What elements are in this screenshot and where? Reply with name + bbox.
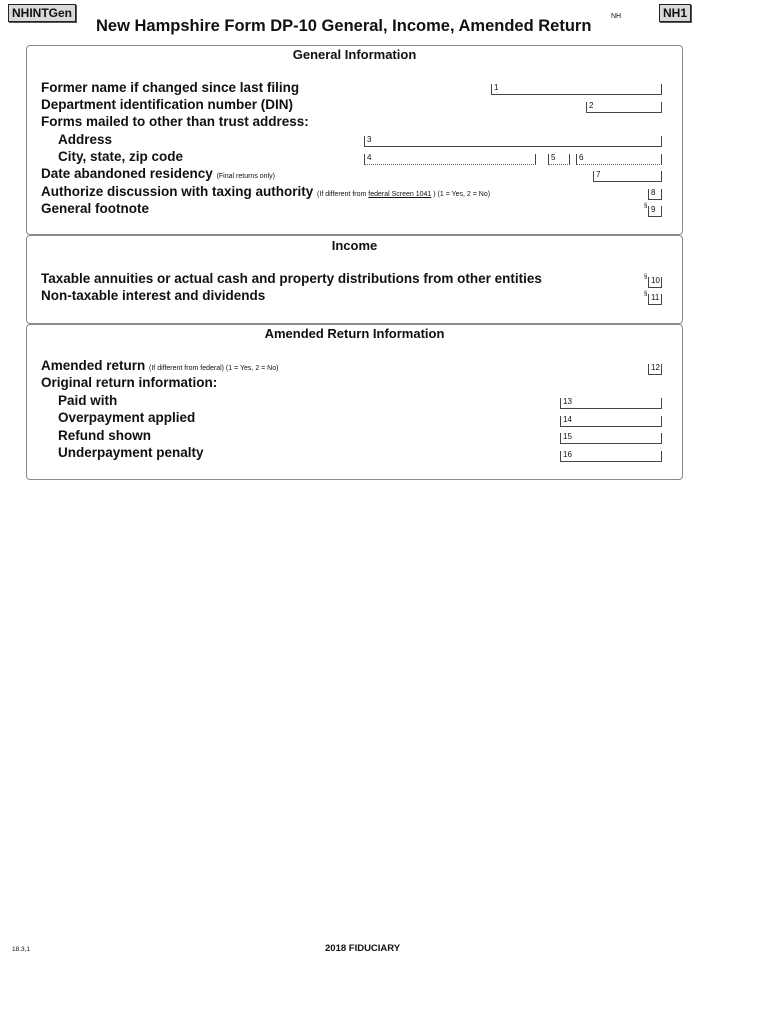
federal-screen-link[interactable]: federal Screen 1041 <box>368 191 432 198</box>
footnote-icon: § <box>644 203 648 209</box>
page-id: 18.3,1 <box>12 946 31 953</box>
date-abandoned-label-text: Date abandoned residency <box>41 166 213 181</box>
refund-shown-field[interactable] <box>560 433 662 444</box>
authorize-discussion-label-text: Authorize discussion with taxing authority <box>41 184 314 199</box>
field-number: 12 <box>651 363 660 372</box>
taxable-annuities-field[interactable] <box>648 277 662 288</box>
non-taxable-interest-label: Non-taxable interest and dividends <box>41 288 266 303</box>
footnote-icon: § <box>644 274 648 280</box>
original-return-label: Original return information: <box>41 375 218 390</box>
underpayment-penalty-field[interactable] <box>560 451 662 462</box>
field-number: 8 <box>651 188 656 197</box>
state-field[interactable] <box>548 154 570 165</box>
city-state-zip-label: City, state, zip code <box>58 149 184 164</box>
field-number: 9 <box>651 205 656 214</box>
authorize-discussion-note <box>317 191 490 198</box>
din-label: Department identification number (DIN) <box>41 97 294 112</box>
field-number: 7 <box>596 170 601 179</box>
amended-return-note: (If different from federal) (1 = Yes, 2 = No) <box>149 365 279 372</box>
field-number: 4 <box>367 153 372 162</box>
general-footnote-field[interactable] <box>648 206 662 217</box>
amended-return-field[interactable] <box>648 364 662 375</box>
title-superscript: NH <box>611 13 622 20</box>
field-number: 10 <box>651 276 660 285</box>
paid-with-label: Paid with <box>58 393 118 408</box>
field-number: 6 <box>579 153 584 162</box>
non-taxable-interest-field[interactable] <box>648 294 662 305</box>
section-title: General Information <box>292 47 417 62</box>
date-abandoned-note: (Final returns only) <box>216 173 275 180</box>
underpayment-penalty-label: Underpayment penalty <box>58 445 204 460</box>
refund-shown-label: Refund shown <box>58 428 151 443</box>
field-number: 11 <box>651 293 660 302</box>
mailed-to-label: Forms mailed to other than trust address: <box>41 114 309 129</box>
zip-field[interactable] <box>576 154 662 165</box>
city-field[interactable] <box>364 154 536 165</box>
date-abandoned-label <box>41 166 275 181</box>
former-name-label: Former name if changed since last filing <box>41 80 300 95</box>
date-abandoned-field[interactable] <box>593 171 662 182</box>
field-number: 15 <box>563 432 572 441</box>
field-number: 16 <box>563 450 572 459</box>
section-title: Income <box>331 238 378 253</box>
field-number: 13 <box>563 397 572 406</box>
overpayment-applied-label: Overpayment applied <box>58 410 196 425</box>
overpayment-applied-field[interactable] <box>560 416 662 427</box>
field-number: 2 <box>589 101 594 110</box>
taxable-annuities-label: Taxable annuities or actual cash and property distributions from other entities <box>41 271 542 286</box>
paid-with-field[interactable] <box>560 398 662 409</box>
din-field[interactable] <box>586 102 662 113</box>
amended-return-label <box>41 358 278 373</box>
note-prefix: (If different from <box>317 191 369 198</box>
note-suffix: ) (1 = Yes, 2 = No) <box>431 191 491 198</box>
amended-return-label-text: Amended return <box>41 358 146 373</box>
authorize-discussion-field[interactable] <box>648 189 662 200</box>
address-label: Address <box>58 132 113 147</box>
authorize-discussion-label <box>41 184 490 199</box>
former-name-field[interactable] <box>491 84 662 95</box>
footer-label: 2018 FIDUCIARY <box>325 943 401 954</box>
footnote-icon: § <box>644 291 648 297</box>
field-number: 5 <box>551 153 556 162</box>
field-number: 1 <box>494 83 499 92</box>
field-number: 14 <box>563 415 572 424</box>
field-number: 3 <box>367 135 372 144</box>
section-title: Amended Return Information <box>264 326 445 341</box>
general-footnote-label: General footnote <box>41 201 150 216</box>
page-title: New Hampshire Form DP-10 General, Income, Amended Return <box>96 17 592 35</box>
screen-code-tag: NHINTGen <box>8 4 76 22</box>
address-field[interactable] <box>364 136 662 147</box>
form-code-tag: NH1 <box>659 4 691 22</box>
